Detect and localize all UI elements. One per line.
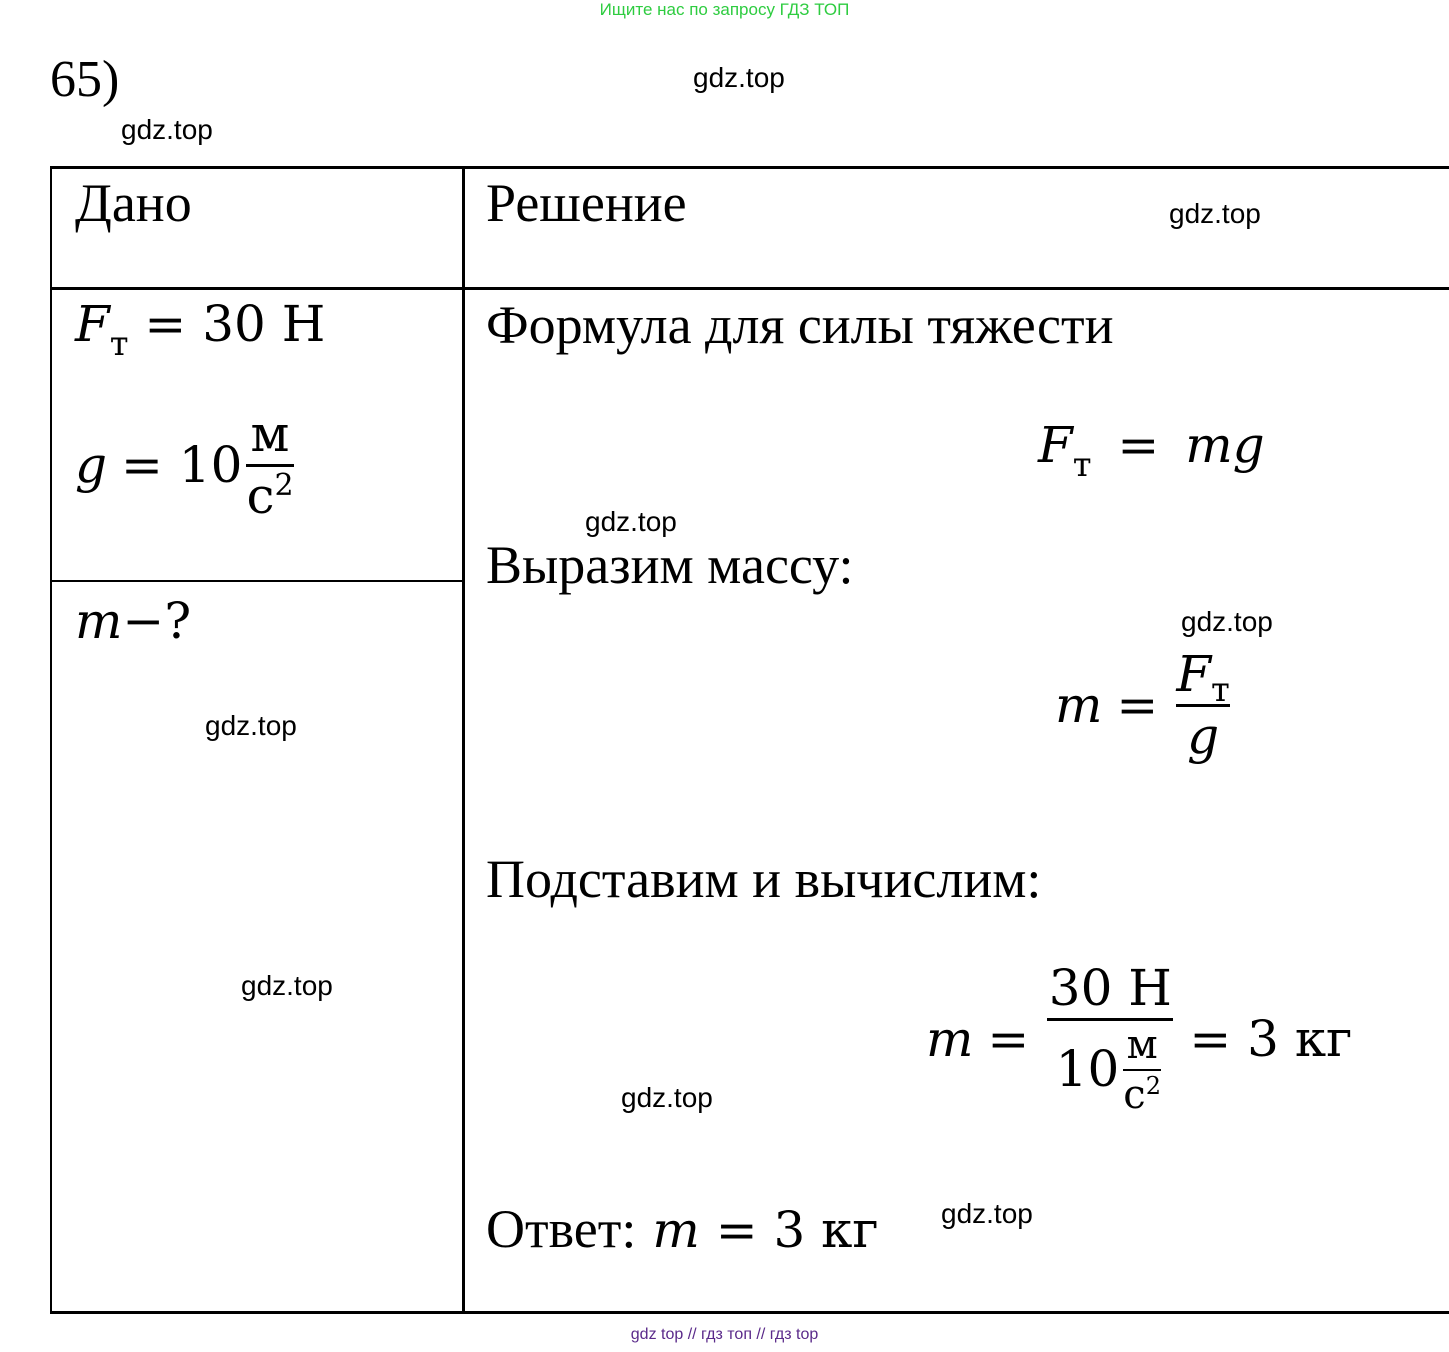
g-unit-denominator: $с^2$	[246, 466, 294, 525]
given-g	[75, 405, 298, 525]
g-symbol: g	[75, 436, 108, 494]
watermark: gdz.top	[1181, 606, 1273, 637]
top-banner: Ищите нас по запросу ГДЗ ТОП	[599, 0, 850, 19]
find-symbol: m	[75, 592, 123, 650]
watermark: gdz.top	[585, 506, 677, 537]
watermark: gdz.top	[941, 1198, 1033, 1229]
table-header-divider	[50, 287, 1449, 290]
formula2-eq: =	[1116, 676, 1159, 734]
fraction-bar	[1047, 1018, 1173, 1021]
given-find-divider	[50, 580, 463, 582]
formula-gravity	[1038, 416, 1265, 485]
watermark: gdz.top	[621, 1082, 713, 1113]
formula-mass	[1055, 645, 1234, 765]
watermark: gdz.top	[241, 970, 333, 1001]
table-top-border	[50, 166, 1449, 169]
find-question: −?	[122, 592, 192, 650]
find-quantity	[75, 592, 191, 650]
formula3-unit-fraction: $\frac{м}{с^2}$	[1123, 1021, 1161, 1118]
formula1-lhs-sub: т	[1072, 445, 1092, 485]
answer-math	[652, 1201, 878, 1259]
watermark: gdz.top	[205, 710, 297, 741]
watermark: gdz.top	[1169, 198, 1261, 229]
formula-calculation	[926, 959, 1353, 1118]
answer-value: = 3 кг	[715, 1201, 879, 1259]
problem-number: 65)	[50, 51, 120, 108]
footer-links: gdz top // гдз топ // гдз top	[630, 1326, 819, 1343]
formula3-numerator: 30 Н	[1048, 959, 1172, 1017]
watermark: gdz.top	[121, 114, 213, 145]
answer-label: Ответ:	[486, 1199, 637, 1259]
answer-symbol: m	[652, 1201, 700, 1259]
formula1-rhs: mg	[1185, 416, 1265, 474]
formula3-eq: =	[987, 1009, 1030, 1068]
formula3-denominator: 10 $\frac{м}{с^2}$	[1055, 1021, 1161, 1118]
solution-step3-text: Подставим и вычислим:	[486, 849, 1042, 909]
solution-header: Решение	[486, 173, 687, 233]
g-unit-fraction	[246, 405, 294, 525]
formula1-eq: =	[1117, 416, 1160, 474]
table-column-divider	[462, 166, 465, 1314]
formula2-numerator: $F_т$	[1176, 645, 1230, 710]
force-subscript: т	[109, 324, 129, 364]
table-left-border	[50, 166, 52, 1314]
formula2-lhs: m	[1055, 676, 1103, 734]
formula3-lhs: m	[926, 1009, 974, 1068]
formula3-fraction	[1047, 959, 1173, 1118]
given-force	[75, 295, 326, 364]
solution-step1-text: Формула для силы тяжести	[486, 295, 1114, 355]
given-header: Дано	[75, 173, 192, 233]
answer-line	[486, 1198, 879, 1260]
solution-step2-text: Выразим массу:	[486, 535, 854, 595]
formula1-lhs: F	[1038, 416, 1073, 474]
force-symbol: F	[75, 295, 110, 353]
watermark: gdz.top	[693, 62, 785, 93]
g-value: = 10	[121, 436, 243, 494]
formula2-denominator: g	[1187, 706, 1220, 765]
formula3-result: = 3 кг	[1189, 1009, 1353, 1068]
table-bottom-border	[50, 1311, 1449, 1314]
g-unit-numerator: м	[250, 405, 290, 463]
formula2-fraction	[1176, 645, 1230, 765]
force-value: = 30 Н	[144, 295, 326, 353]
